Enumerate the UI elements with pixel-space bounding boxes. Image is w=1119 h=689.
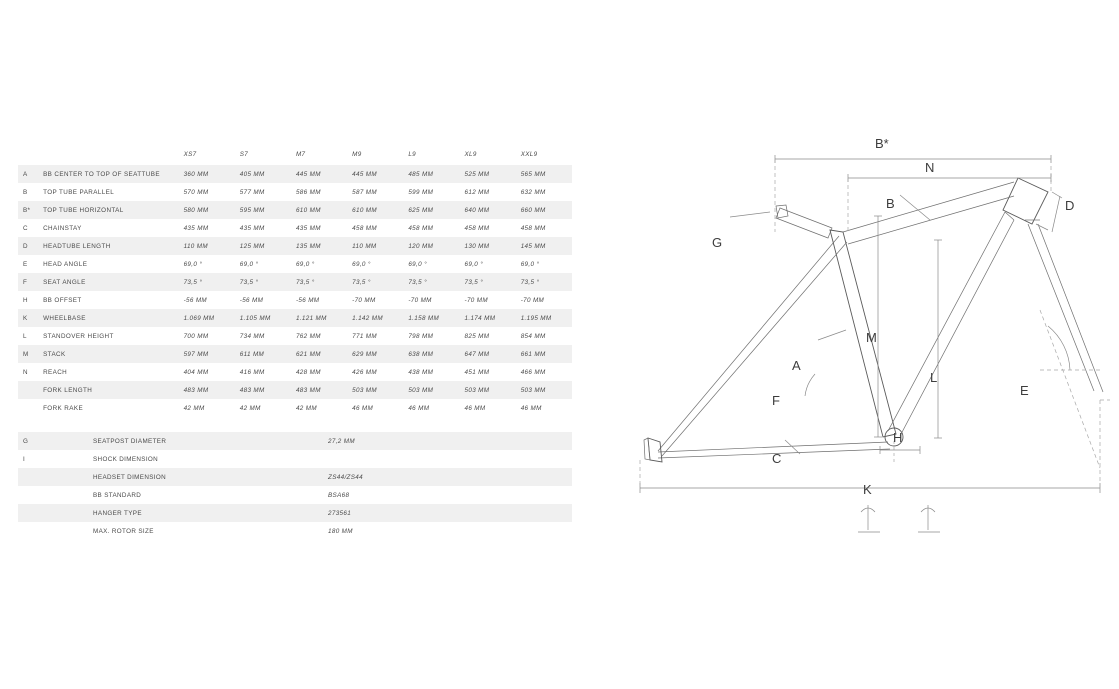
cell-value: 438 MM xyxy=(408,368,434,376)
cell-value: 612 MM xyxy=(464,188,490,196)
spec-letter: I xyxy=(23,455,26,463)
header-name-col xyxy=(38,143,179,165)
spec-letter xyxy=(18,522,38,540)
cell-value: 435 MM xyxy=(295,224,321,232)
geometry-table-body xyxy=(18,165,572,417)
label-b-star: B* xyxy=(875,136,889,151)
cell-value: 661 MM xyxy=(520,350,546,358)
cell-value: -56 MM xyxy=(295,296,320,304)
row-letter: F xyxy=(23,278,28,286)
row-letter xyxy=(18,399,38,417)
cell-value: 525 MM xyxy=(464,170,490,178)
row-letter xyxy=(18,381,38,399)
cell-value: 610 MM xyxy=(295,206,321,214)
geometry-table-container xyxy=(18,143,572,417)
cell-value: 629 MM xyxy=(352,350,377,358)
cell-value: 426 MM xyxy=(352,368,377,376)
spec-letter xyxy=(18,468,38,486)
cell-value: 458 MM xyxy=(408,224,434,232)
cell-value: 360 MM xyxy=(183,170,209,178)
cell-value: 565 MM xyxy=(520,170,546,178)
label-c: C xyxy=(772,451,782,466)
cell-value: 485 MM xyxy=(408,170,434,178)
cell-value: 73,5 ° xyxy=(464,278,484,286)
header-size-m9: M9 xyxy=(347,143,403,165)
cell-value: 1.105 MM xyxy=(239,314,271,322)
row-letter: H xyxy=(23,296,28,304)
row-label: CHAINSTAY xyxy=(43,224,82,232)
cell-value: 503 MM xyxy=(352,386,377,394)
spec-table-container xyxy=(18,432,572,540)
spec-label: BB STANDARD xyxy=(93,491,142,499)
label-l: L xyxy=(930,370,938,385)
table-row xyxy=(18,345,572,363)
cell-value: 130 MM xyxy=(464,242,490,250)
spec-row xyxy=(18,486,572,504)
table-row xyxy=(18,291,572,309)
spec-row xyxy=(18,450,572,468)
cell-value: 125 MM xyxy=(239,242,265,250)
cell-value: 734 MM xyxy=(239,332,265,340)
spec-value xyxy=(328,450,572,468)
header-size-xl9: XL9 xyxy=(460,143,516,165)
row-label: BB CENTER TO TOP OF SEATTUBE xyxy=(43,170,160,178)
cell-value: 1.121 MM xyxy=(295,314,327,322)
cell-value: 1.158 MM xyxy=(408,314,440,322)
frame-geometry-drawing xyxy=(600,120,1110,550)
cell-value: 854 MM xyxy=(520,332,546,340)
cell-value: 145 MM xyxy=(520,242,546,250)
spec-label: HEADSET DIMENSION xyxy=(93,473,167,481)
spec-value: BSA68 xyxy=(328,491,350,499)
cell-value: 599 MM xyxy=(408,188,434,196)
cell-value: 110 MM xyxy=(183,242,208,250)
header-size-s7: S7 xyxy=(235,143,291,165)
header-letter-col xyxy=(18,143,38,165)
label-a: A xyxy=(792,358,801,373)
row-letter: L xyxy=(23,332,27,340)
cell-value: -70 MM xyxy=(352,296,376,304)
cell-value: 69,0 ° xyxy=(295,260,315,268)
row-label: WHEELBASE xyxy=(43,314,86,322)
cell-value: 458 MM xyxy=(352,224,377,232)
row-letter: E xyxy=(23,260,28,268)
cell-value: 640 MM xyxy=(464,206,490,214)
cell-value: 445 MM xyxy=(295,170,321,178)
cell-value: 587 MM xyxy=(352,188,377,196)
row-letter: B xyxy=(23,188,28,196)
cell-value: 73,5 ° xyxy=(239,278,259,286)
row-label: TOP TUBE PARALLEL xyxy=(43,188,115,196)
cell-value: 483 MM xyxy=(295,386,321,394)
spec-table xyxy=(18,432,572,540)
cell-value: 110 MM xyxy=(352,242,377,250)
spec-label: MAX. ROTOR SIZE xyxy=(93,527,154,535)
row-label: STANDOVER HEIGHT xyxy=(43,332,114,340)
cell-value: 621 MM xyxy=(295,350,321,358)
cell-value: -56 MM xyxy=(239,296,264,304)
label-m: M xyxy=(866,330,877,345)
label-f: F xyxy=(772,393,780,408)
cell-value: 700 MM xyxy=(183,332,209,340)
label-b: B xyxy=(886,196,895,211)
row-letter: K xyxy=(23,314,28,322)
cell-value: 42 MM xyxy=(183,404,205,412)
cell-value: 595 MM xyxy=(239,206,265,214)
label-g: G xyxy=(712,235,723,250)
cell-value: 435 MM xyxy=(183,224,209,232)
cell-value: 825 MM xyxy=(464,332,490,340)
row-label: TOP TUBE HORIZONTAL xyxy=(43,206,124,214)
row-label: SEAT ANGLE xyxy=(43,278,86,286)
cell-value: 73,5 ° xyxy=(408,278,427,286)
table-row xyxy=(18,363,572,381)
cell-value: 42 MM xyxy=(295,404,317,412)
label-k: K xyxy=(863,482,872,497)
cell-value: -56 MM xyxy=(183,296,208,304)
cell-value: 638 MM xyxy=(408,350,434,358)
cell-value: 610 MM xyxy=(352,206,377,214)
cell-value: 46 MM xyxy=(464,404,486,412)
cell-value: 458 MM xyxy=(520,224,546,232)
cell-value: 73,5 ° xyxy=(520,278,540,286)
geometry-table-head xyxy=(18,143,572,165)
cell-value: 69,0 ° xyxy=(352,260,371,268)
spec-letter xyxy=(18,486,38,504)
label-e: E xyxy=(1020,383,1029,398)
cell-value: 46 MM xyxy=(520,404,542,412)
cell-value: 73,5 ° xyxy=(352,278,371,286)
table-row xyxy=(18,381,572,399)
cell-value: 1.195 MM xyxy=(520,314,552,322)
cell-value: 798 MM xyxy=(408,332,434,340)
cell-value: 69,0 ° xyxy=(239,260,259,268)
spec-row xyxy=(18,468,572,486)
row-label: FORK LENGTH xyxy=(43,386,93,394)
spec-value: 273561 xyxy=(328,509,352,517)
cell-value: 580 MM xyxy=(183,206,209,214)
cell-value: 435 MM xyxy=(239,224,265,232)
cell-value: 586 MM xyxy=(295,188,321,196)
cell-value: 466 MM xyxy=(520,368,546,376)
header-size-l9: L9 xyxy=(403,143,459,165)
cell-value: 503 MM xyxy=(408,386,434,394)
spec-letter: G xyxy=(23,437,29,445)
cell-value: 451 MM xyxy=(464,368,490,376)
header-size-xs7: XS7 xyxy=(179,143,235,165)
cell-value: 611 MM xyxy=(239,350,265,358)
cell-value: 73,5 ° xyxy=(295,278,315,286)
table-row xyxy=(18,309,572,327)
row-label: BB OFFSET xyxy=(43,296,82,304)
cell-value: 405 MM xyxy=(239,170,265,178)
cell-value: 120 MM xyxy=(408,242,434,250)
cell-value: -70 MM xyxy=(464,296,488,304)
row-label: REACH xyxy=(43,368,68,376)
spec-row xyxy=(18,522,572,540)
table-header-row xyxy=(18,143,572,165)
cell-value: 483 MM xyxy=(239,386,265,394)
header-size-m7: M7 xyxy=(291,143,347,165)
cell-value: 73,5 ° xyxy=(183,278,203,286)
cell-value: -70 MM xyxy=(408,296,432,304)
cell-value: 647 MM xyxy=(464,350,490,358)
spec-letter xyxy=(18,504,38,522)
spec-value: ZS44/ZS44 xyxy=(328,473,364,481)
cell-value: 42 MM xyxy=(239,404,261,412)
cell-value: 428 MM xyxy=(295,368,321,376)
table-row xyxy=(18,183,572,201)
cell-value: 404 MM xyxy=(183,368,209,376)
cell-value: 445 MM xyxy=(352,170,377,178)
label-n: N xyxy=(925,160,935,175)
cell-value: 1.174 MM xyxy=(464,314,496,322)
row-letter: C xyxy=(23,224,28,232)
row-label: STACK xyxy=(43,350,66,358)
cell-value: 1.142 MM xyxy=(352,314,383,322)
cell-value: 46 MM xyxy=(352,404,374,412)
row-label: HEADTUBE LENGTH xyxy=(43,242,111,250)
table-row xyxy=(18,255,572,273)
spec-row xyxy=(18,504,572,522)
row-letter: N xyxy=(23,368,28,376)
row-label: FORK RAKE xyxy=(43,404,84,412)
spec-value: 180 MM xyxy=(328,527,353,535)
cell-value: 483 MM xyxy=(183,386,209,394)
cell-value: 660 MM xyxy=(520,206,546,214)
cell-value: 577 MM xyxy=(239,188,265,196)
cell-value: 135 MM xyxy=(295,242,321,250)
spec-table-body xyxy=(18,432,572,540)
cell-value: 458 MM xyxy=(464,224,490,232)
header-size-xxl9: XXL9 xyxy=(516,143,572,165)
table-row xyxy=(18,237,572,255)
cell-value: 570 MM xyxy=(183,188,209,196)
table-row xyxy=(18,165,572,183)
cell-value: 632 MM xyxy=(520,188,546,196)
cell-value: 762 MM xyxy=(295,332,321,340)
row-label: HEAD ANGLE xyxy=(43,260,88,268)
spec-label: SEATPOST DIAMETER xyxy=(93,437,167,445)
row-letter: D xyxy=(23,242,28,250)
cell-value: 69,0 ° xyxy=(183,260,203,268)
table-row xyxy=(18,399,572,417)
geometry-table xyxy=(18,143,572,417)
cell-value: 69,0 ° xyxy=(408,260,427,268)
cell-value: 69,0 ° xyxy=(464,260,484,268)
cell-value: 503 MM xyxy=(520,386,546,394)
row-letter: B* xyxy=(23,206,31,214)
spec-value: 27,2 MM xyxy=(328,437,355,445)
row-letter: M xyxy=(23,350,29,358)
label-h: H xyxy=(893,430,903,445)
cell-value: 771 MM xyxy=(352,332,377,340)
cell-value: 46 MM xyxy=(408,404,430,412)
cell-value: 625 MM xyxy=(408,206,434,214)
label-d: D xyxy=(1065,198,1075,213)
spec-label: HANGER TYPE xyxy=(93,509,142,517)
cell-value: 503 MM xyxy=(464,386,490,394)
table-row xyxy=(18,327,572,345)
table-row xyxy=(18,273,572,291)
cell-value: 1.069 MM xyxy=(183,314,215,322)
cell-value: -70 MM xyxy=(520,296,545,304)
cell-value: 597 MM xyxy=(183,350,209,358)
spec-row xyxy=(18,432,572,450)
row-letter: A xyxy=(23,170,28,178)
table-row xyxy=(18,201,572,219)
table-row xyxy=(18,219,572,237)
cell-value: 69,0 ° xyxy=(520,260,540,268)
cell-value: 416 MM xyxy=(239,368,265,376)
spec-label: SHOCK DIMENSION xyxy=(93,455,159,463)
